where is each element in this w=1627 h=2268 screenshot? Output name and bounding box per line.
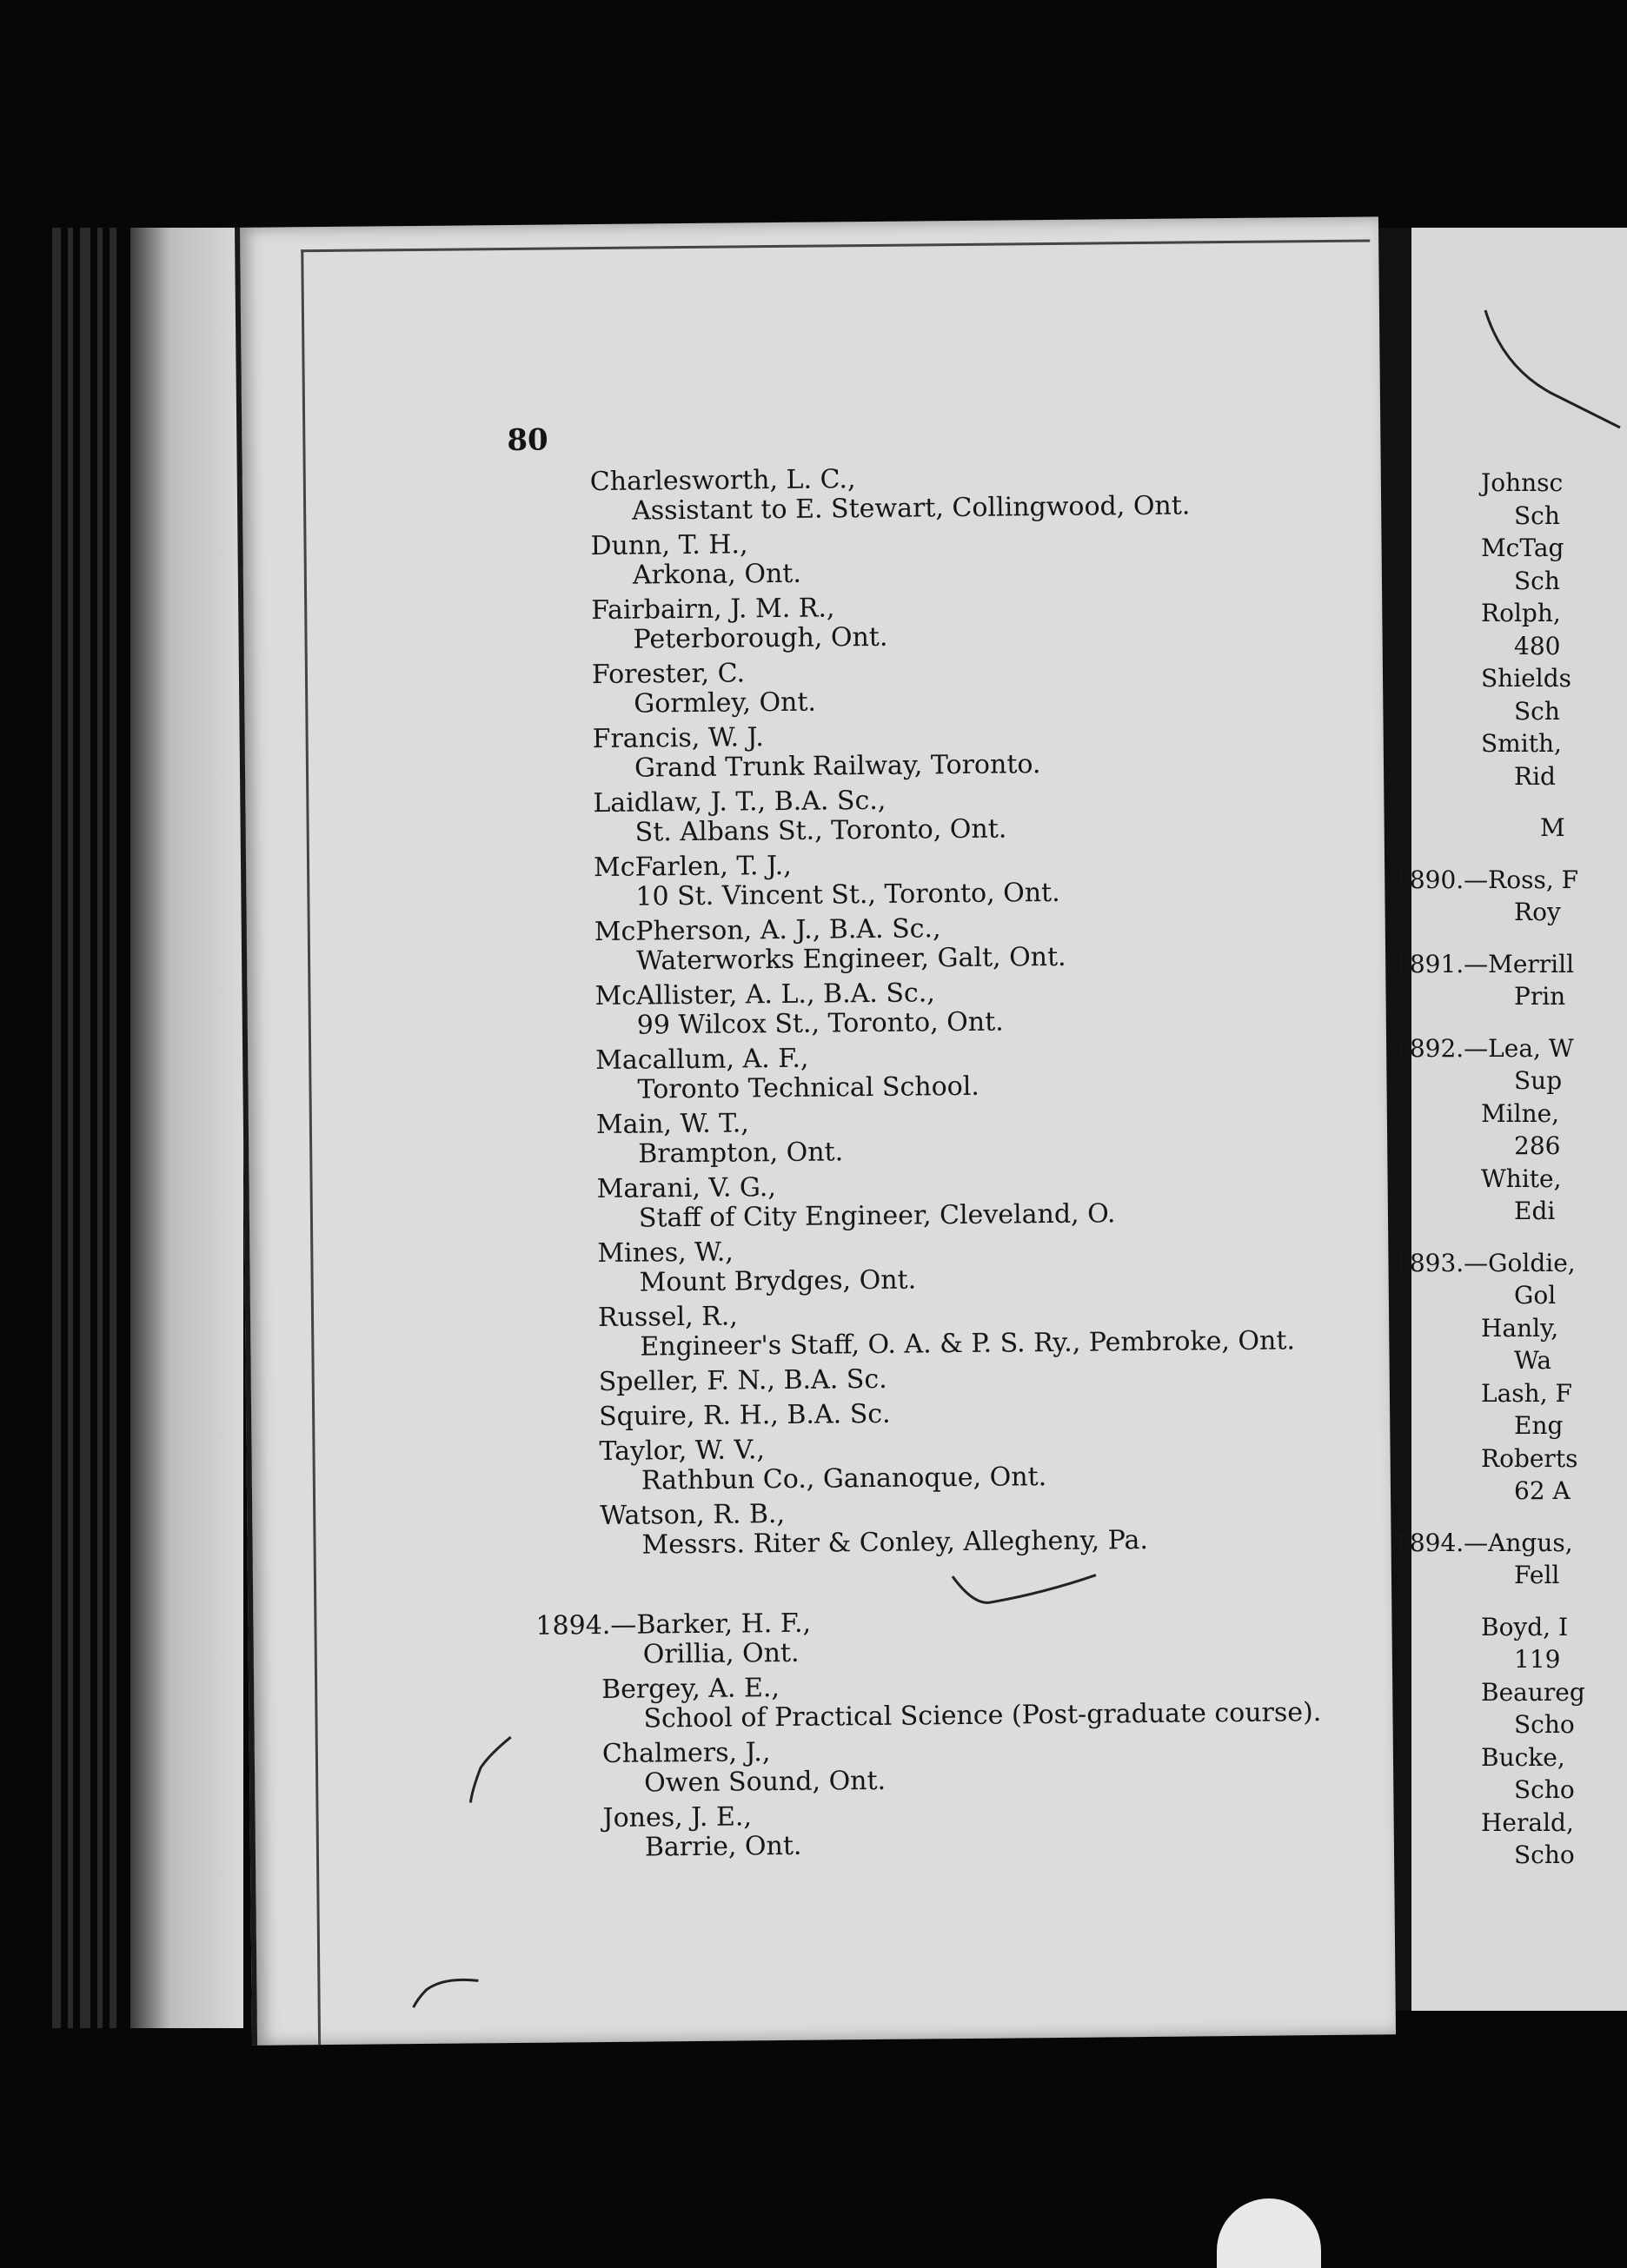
entry-name-text: Barker, H. F., bbox=[636, 1608, 812, 1641]
entry-name: Laidlaw, J. T., B.A. Sc., bbox=[593, 785, 887, 819]
list-item bbox=[590, 460, 1373, 527]
entry-address: 99 Wilcox St., Toronto, Ont. bbox=[636, 1006, 1004, 1041]
entry-address: Peterborough, Ont. bbox=[633, 621, 888, 655]
list-item bbox=[590, 524, 1373, 591]
entry-address: Mount Brydges, Ont. bbox=[639, 1264, 917, 1298]
right-page-line: Roy bbox=[1514, 898, 1561, 926]
entry-address: Rathbun Co., Gananoque, Ont. bbox=[641, 1462, 1047, 1496]
list-item bbox=[597, 1231, 1380, 1298]
right-page-line: Roberts bbox=[1481, 1443, 1578, 1473]
list-item bbox=[593, 717, 1376, 784]
right-page-line: Shields bbox=[1481, 664, 1571, 693]
entry-address: Barrie, Ont. bbox=[644, 1830, 802, 1863]
entry-address: 10 St. Vincent St., Toronto, Ont. bbox=[635, 877, 1060, 912]
entry-address: Waterworks Engineer, Galt, Ont. bbox=[635, 941, 1066, 977]
right-page-line: Rolph, bbox=[1481, 599, 1561, 627]
entry-name: Francis, W. J. bbox=[592, 722, 764, 755]
entry-name: Charlesworth, L. C., bbox=[589, 464, 856, 498]
right-page-line: Eng bbox=[1514, 1411, 1564, 1440]
ink-curve-mark bbox=[1481, 306, 1627, 436]
ink-scribble-mark bbox=[948, 1566, 1106, 1620]
right-page-line: 1893.—Goldie, bbox=[1394, 1248, 1576, 1277]
right-page-line: 1891.—Merrill bbox=[1394, 949, 1575, 978]
ink-corner-mark bbox=[408, 1972, 487, 2016]
right-page-line: Fell bbox=[1514, 1561, 1560, 1589]
right-page-line: Edi bbox=[1514, 1197, 1556, 1225]
entry-name-text: Jones, J. E., bbox=[602, 1801, 753, 1834]
entry-name: Speller, F. N., B.A. Sc. bbox=[598, 1363, 887, 1398]
entry-name: Watson, R. B., bbox=[600, 1498, 786, 1532]
right-page-line: Lash, F bbox=[1481, 1378, 1572, 1408]
right-page-line: White, bbox=[1481, 1164, 1562, 1193]
entry-name: Taylor, W. V., bbox=[599, 1435, 766, 1468]
list-item bbox=[599, 1429, 1382, 1496]
right-page-entries bbox=[1394, 467, 1585, 1872]
right-page-line: Bucke, bbox=[1481, 1742, 1565, 1772]
entry-name: Marani, V. G., bbox=[596, 1172, 777, 1205]
right-page-line: 119 bbox=[1514, 1645, 1561, 1674]
bottom-blob bbox=[1217, 2198, 1321, 2268]
entry-address: Toronto Technical School. bbox=[637, 1071, 980, 1105]
left-page-margin bbox=[130, 228, 243, 2028]
right-page-line: 1894.—Angus, bbox=[1394, 1528, 1573, 1557]
right-page-line: Smith, bbox=[1481, 729, 1562, 758]
entry-address: Assistant to E. Stewart, Collingwood, Ont. bbox=[631, 490, 1191, 527]
right-page-line: Prin bbox=[1514, 982, 1566, 1011]
entry-name: Russel, R., bbox=[597, 1301, 739, 1334]
entry-name: Fairbairn, J. M. R., bbox=[591, 593, 835, 627]
entry-name: Mines, W., bbox=[597, 1237, 734, 1270]
list-item bbox=[596, 1103, 1379, 1170]
right-page-line: Hanly, bbox=[1481, 1313, 1559, 1343]
right-page-line: 480 bbox=[1514, 631, 1561, 660]
entry-address: Staff of City Engineer, Cleveland, O. bbox=[638, 1198, 1116, 1234]
list-item bbox=[602, 1796, 1385, 1863]
entry-name: McPherson, A. J., B.A. Sc., bbox=[594, 913, 941, 948]
entry-address: St. Albans St., Toronto, Ont. bbox=[634, 813, 1007, 848]
right-page-line: Boyd, I bbox=[1481, 1612, 1569, 1641]
entry-name-text: Chalmers, J., bbox=[601, 1737, 771, 1770]
list-item bbox=[595, 1038, 1378, 1105]
page-number: 80 bbox=[507, 422, 548, 459]
right-page-line: Scho bbox=[1514, 1840, 1575, 1869]
entry-address: Grand Trunk Railway, Toronto. bbox=[634, 749, 1041, 784]
list-item bbox=[594, 974, 1378, 1041]
right-page-line: Sup bbox=[1514, 1066, 1563, 1095]
list-item bbox=[599, 1395, 1381, 1432]
entry-address: School of Practical Science (Post-graduate course). bbox=[643, 1697, 1322, 1734]
list-item bbox=[591, 588, 1374, 655]
entry-address: Engineer's Staff, O. A. & P. S. Ry., Pembroke, Ont. bbox=[640, 1325, 1296, 1363]
right-page-line: 62 A bbox=[1514, 1476, 1571, 1505]
entry-address: Messrs. Riter & Conley, Allegheny, Pa. bbox=[641, 1524, 1149, 1561]
list-item bbox=[596, 1167, 1379, 1234]
ink-tick-mark bbox=[463, 1728, 525, 1807]
list-item bbox=[593, 781, 1376, 848]
right-page-line: 1892.—Lea, W bbox=[1394, 1033, 1574, 1063]
year-label: 1894.— bbox=[535, 1609, 637, 1641]
entry-name: McAllister, A. L., B.A. Sc., bbox=[594, 978, 935, 1012]
right-page-line: Johnsc bbox=[1481, 468, 1564, 497]
entry-name: Main, W. T., bbox=[595, 1108, 750, 1141]
list-item bbox=[598, 1296, 1381, 1363]
list-item bbox=[599, 1360, 1381, 1397]
right-page-line: Rid bbox=[1514, 761, 1556, 791]
list-item bbox=[592, 653, 1375, 720]
right-page-line: Gol bbox=[1514, 1281, 1557, 1310]
right-page-line: McTag bbox=[1481, 534, 1564, 562]
right-page-line: Scho bbox=[1514, 1775, 1575, 1804]
entry-address: Owen Sound, Ont. bbox=[644, 1765, 887, 1799]
right-page bbox=[1394, 228, 1627, 2011]
list-item bbox=[600, 1494, 1383, 1561]
entry-address: Brampton, Ont. bbox=[638, 1137, 844, 1170]
right-page-line: Herald, bbox=[1481, 1807, 1574, 1837]
list-item bbox=[602, 1732, 1385, 1799]
entry-name: Squire, R. H., B.A. Sc. bbox=[598, 1398, 891, 1433]
entry-address: Orillia, Ont. bbox=[642, 1637, 800, 1670]
list-item bbox=[594, 846, 1377, 912]
entry-name: Forester, C. bbox=[591, 658, 746, 691]
right-page-line: Milne, bbox=[1481, 1098, 1560, 1128]
right-page-line: 286 bbox=[1514, 1131, 1561, 1160]
entry-name: McFarlen, T. J., bbox=[593, 850, 792, 884]
right-page-line: Scho bbox=[1514, 1710, 1575, 1739]
right-page-line: 1890.—Ross, F bbox=[1394, 865, 1579, 894]
right-page-line: Sch bbox=[1514, 501, 1560, 530]
entry-address: Gormley, Ont. bbox=[634, 686, 817, 720]
list-item bbox=[594, 910, 1378, 977]
entry-name: Dunn, T. H., bbox=[590, 529, 748, 562]
entries-list bbox=[535, 460, 1385, 1868]
right-page-line: Sch bbox=[1514, 696, 1560, 726]
left-page bbox=[235, 216, 1396, 2046]
right-page-line: M bbox=[1540, 813, 1565, 842]
right-page-line: Sch bbox=[1514, 566, 1560, 595]
right-page-line: Beaureg bbox=[1481, 1677, 1585, 1707]
right-page-line: Wa bbox=[1514, 1346, 1552, 1375]
entry-name: Macallum, A. F., bbox=[595, 1043, 809, 1077]
list-item bbox=[601, 1668, 1385, 1734]
entry-name-text: Bergey, A. E., bbox=[601, 1673, 780, 1706]
entry-address: Arkona, Ont. bbox=[632, 558, 802, 591]
